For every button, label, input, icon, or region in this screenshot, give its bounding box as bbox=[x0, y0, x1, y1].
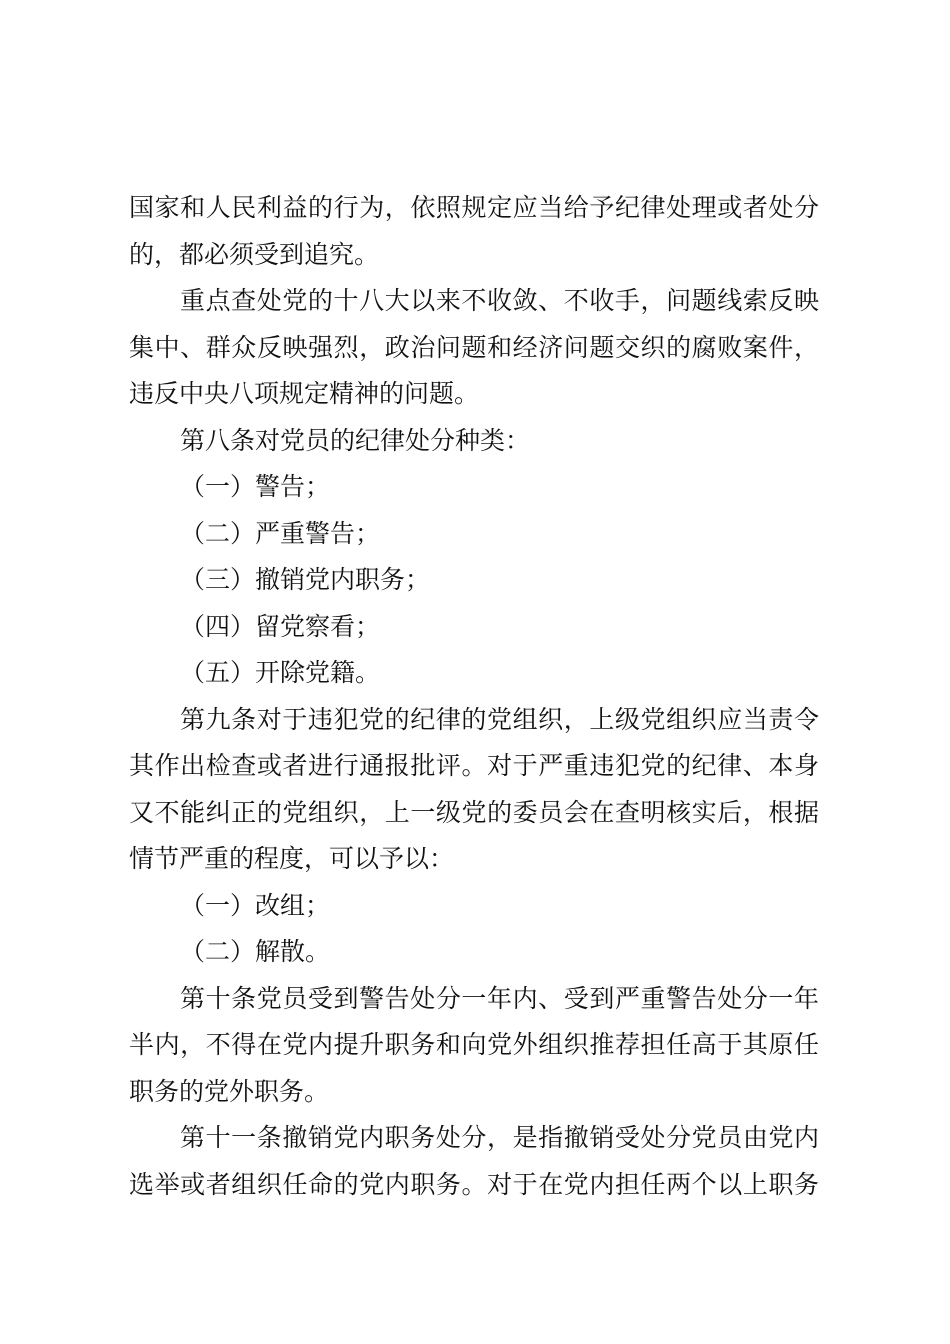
paragraph-line: 第十条党员受到警告处分一年内、受到严重警告处分一年 bbox=[180, 983, 819, 1013]
list-item: （四）留党察看； bbox=[180, 611, 381, 641]
paragraph-line: 又不能纠正的党组织，上一级党的委员会在查明核实后，根据 bbox=[129, 797, 819, 827]
paragraph-line: 重点查处党的十八大以来不收敛、不收手，问题线索反映 bbox=[180, 286, 819, 315]
list-item: （一）改组； bbox=[180, 890, 331, 920]
paragraph-line: 半内，不得在党内提升职务和向党外组织推荐担任高于其原任 bbox=[129, 1030, 819, 1059]
paragraph-line: 的，都必须受到追究。 bbox=[129, 239, 380, 269]
list-item: （一）警告； bbox=[180, 472, 331, 501]
paragraph-line: 职务的党外职务。 bbox=[129, 1076, 330, 1106]
paragraph-line: 第十一条撤销党内职务处分，是指撤销受处分党员由党内 bbox=[180, 1123, 819, 1152]
paragraph-line: 情节严重的程度，可以予以： bbox=[129, 844, 455, 873]
paragraph-line: 违反中央八项规定精神的问题。 bbox=[129, 379, 480, 408]
list-item: （三）撤销党内职务； bbox=[180, 565, 431, 594]
paragraph-line: 国家和人民利益的行为，依照规定应当给予纪律处理或者处分 bbox=[129, 193, 819, 222]
list-item: （二）严重警告； bbox=[180, 518, 381, 548]
document-body bbox=[129, 185, 819, 1208]
paragraph-line: 其作出检查或者进行通报批评。对于严重违犯党的纪律、本身 bbox=[129, 751, 819, 780]
paragraph-line: 集中、群众反映强烈，政治问题和经济问题交织的腐败案件， bbox=[129, 332, 819, 362]
paragraph-line: 第九条对于违犯党的纪律的党组织，上级党组织应当责令 bbox=[180, 704, 819, 734]
paragraph-line: 选举或者组织任命的党内职务。对于在党内担任两个以上职务 bbox=[129, 1169, 819, 1199]
article-heading-line: 第八条对党员的纪律处分种类： bbox=[180, 425, 531, 455]
list-item: （五）开除党籍。 bbox=[180, 658, 381, 687]
list-item: （二）解散。 bbox=[180, 937, 331, 966]
